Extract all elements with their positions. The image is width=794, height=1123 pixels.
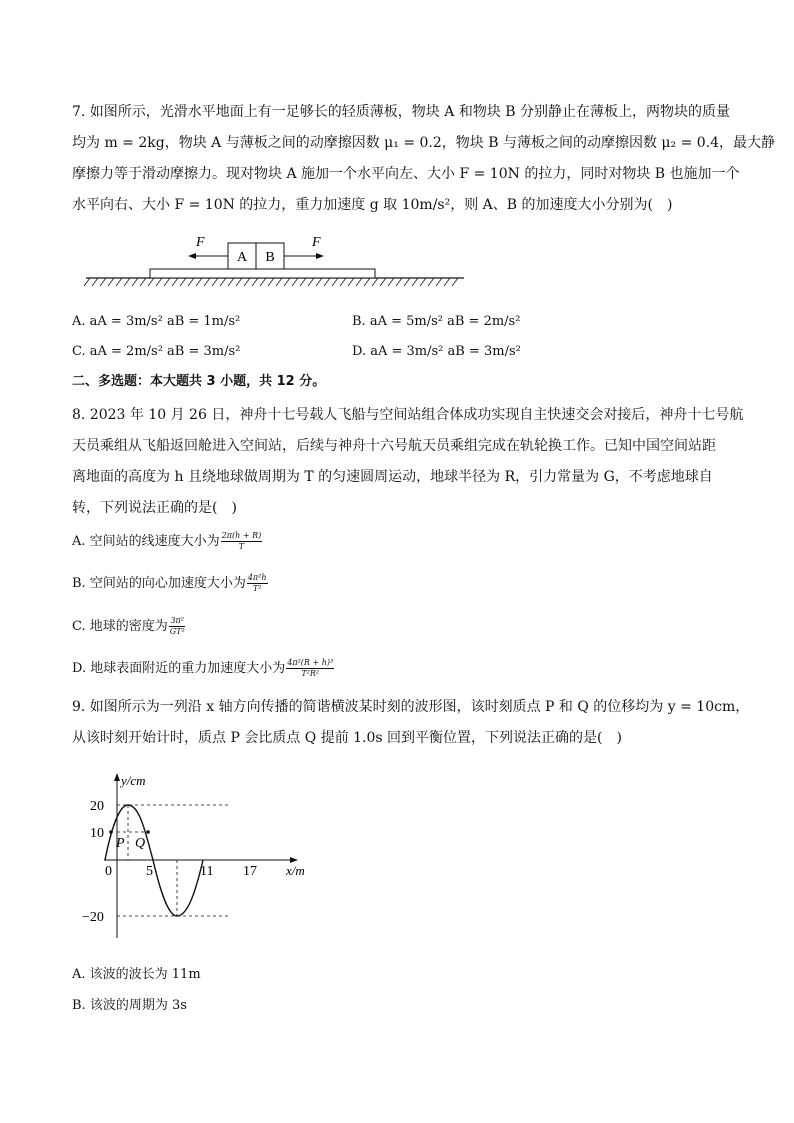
point-p (109, 830, 113, 834)
fraction-denominator: T² (252, 584, 262, 593)
q7-line-1: 7. 如图所示，光滑水平地面上有一足够长的轻质薄板，物块 A 和物块 B 分别静止在薄板上，两物块的质量 (72, 104, 731, 120)
left-arrow-icon (188, 253, 196, 259)
x-tick-11: 11 (200, 864, 214, 879)
fraction-denominator: GT² (169, 627, 185, 636)
q7-line-2: 均为 m = 2kg，物块 A 与薄板之间的动摩擦因数 μ₁ = 0.2，物块 B 与薄板之间的动摩擦因数 μ₂ = 0.4，最大静 (72, 135, 776, 151)
q7-line-4: 水平向右、大小 F = 10N 的拉力，重力加速度 g 取 10m/s²，则 A、B 的加速度大小分别为( ) (72, 197, 673, 213)
point-q (146, 830, 150, 834)
y-tick-10: 10 (90, 826, 104, 841)
y-tick-20: 20 (90, 799, 104, 814)
x-tick-17: 17 (243, 864, 257, 879)
q9-line-2: 从该时刻开始计时，质点 P 会比质点 Q 提前 1.0s 回到平衡位置，下列说法正确的是( ) (72, 730, 622, 746)
q7-option-b: B. aA = 5m/s² aB = 2m/s² (352, 314, 521, 329)
q8-option-b-text: B. 空间站的向心加速度大小为 (72, 576, 246, 591)
q8-line-4: 转，下列说法正确的是( ) (72, 500, 237, 516)
fraction-denominator: T²R² (301, 669, 320, 678)
q8-option-a (72, 531, 262, 552)
q8-option-c-fraction (169, 616, 186, 637)
q8-option-d (72, 658, 334, 679)
q8-option-b (72, 573, 268, 594)
fraction-numerator: 4π²h (247, 573, 267, 582)
q7-option-a: A. aA = 3m/s² aB = 1m/s² (72, 314, 241, 329)
q9-option-a: A. 该波的波长为 11m (72, 967, 201, 982)
q9-option-b: B. 该波的周期为 3s (72, 998, 187, 1013)
point-q-label: Q (135, 836, 146, 851)
fraction-denominator: T (238, 542, 245, 551)
right-arrow-icon (316, 253, 324, 259)
q7-option-c: C. aA = 2m/s² aB = 3m/s² (72, 344, 241, 359)
q7-figure (80, 228, 470, 290)
q8-line-2: 天员乘组从飞船返回舱进入空间站，后续与神舟十六号航天员乘组完成在轨轮换工作。已知中国空间站距 (72, 438, 716, 454)
thin-board (150, 269, 375, 278)
force-right-label: F (312, 235, 321, 250)
point-p-label: P (116, 836, 125, 851)
fraction-numerator: 4π²(R + h)³ (287, 658, 334, 667)
q8-line-1: 8. 2023 年 10 月 26 日，神舟十七号载人飞船与空间站组合体成功实现自主快速交会对接后，神舟十七号航 (72, 407, 744, 423)
x-tick-0: 0 (105, 864, 112, 879)
q8-line-3: 离地面的高度为 h 且绕地球做周期为 T 的匀速圆周运动，地球半径为 R，引力常量为 G，不考虑地球自 (72, 469, 713, 485)
q9-line-1: 9. 如图所示为一列沿 x 轴方向传播的简谐横波某时刻的波形图，该时刻质点 P 和 Q 的位移均为 y = 10cm， (72, 699, 750, 715)
q8-option-d-text: D. 地球表面附近的重力加速度大小为 (72, 661, 286, 676)
fraction-numerator: 3π² (170, 616, 184, 625)
force-left-label: F (196, 235, 205, 250)
q8-option-c-text: C. 地球的密度为 (72, 619, 168, 634)
q9-wave-graph (80, 765, 330, 945)
q8-option-a-fraction (221, 531, 263, 552)
block-b-label: B (265, 250, 275, 265)
q8-option-a-text: A. 空间站的线速度大小为 (72, 534, 220, 549)
section-header: 二、多选题：本大题共 3 小题，共 12 分。 (72, 374, 326, 389)
y-tick-neg20: −20 (82, 910, 104, 925)
q8-option-b-fraction (247, 573, 268, 594)
block-a-label: A (236, 250, 248, 265)
ground-hatching (84, 278, 458, 286)
q8-option-c (72, 616, 186, 637)
q7-option-d: D. aA = 3m/s² aB = 3m/s² (352, 344, 521, 359)
x-axis-label: x/m (286, 863, 305, 878)
fraction-numerator: 2π(h + R) (221, 531, 262, 540)
q8-option-d-fraction (286, 658, 334, 679)
y-axis-arrow-icon (114, 773, 120, 781)
y-axis-label: y/cm (121, 773, 146, 788)
q7-line-3: 摩擦力等于滑动摩擦力。现对物块 A 施加一个水平向左、大小 F = 10N 的拉力，同时对物块 B 也施加一个 (72, 166, 740, 182)
x-tick-5: 5 (146, 864, 153, 879)
